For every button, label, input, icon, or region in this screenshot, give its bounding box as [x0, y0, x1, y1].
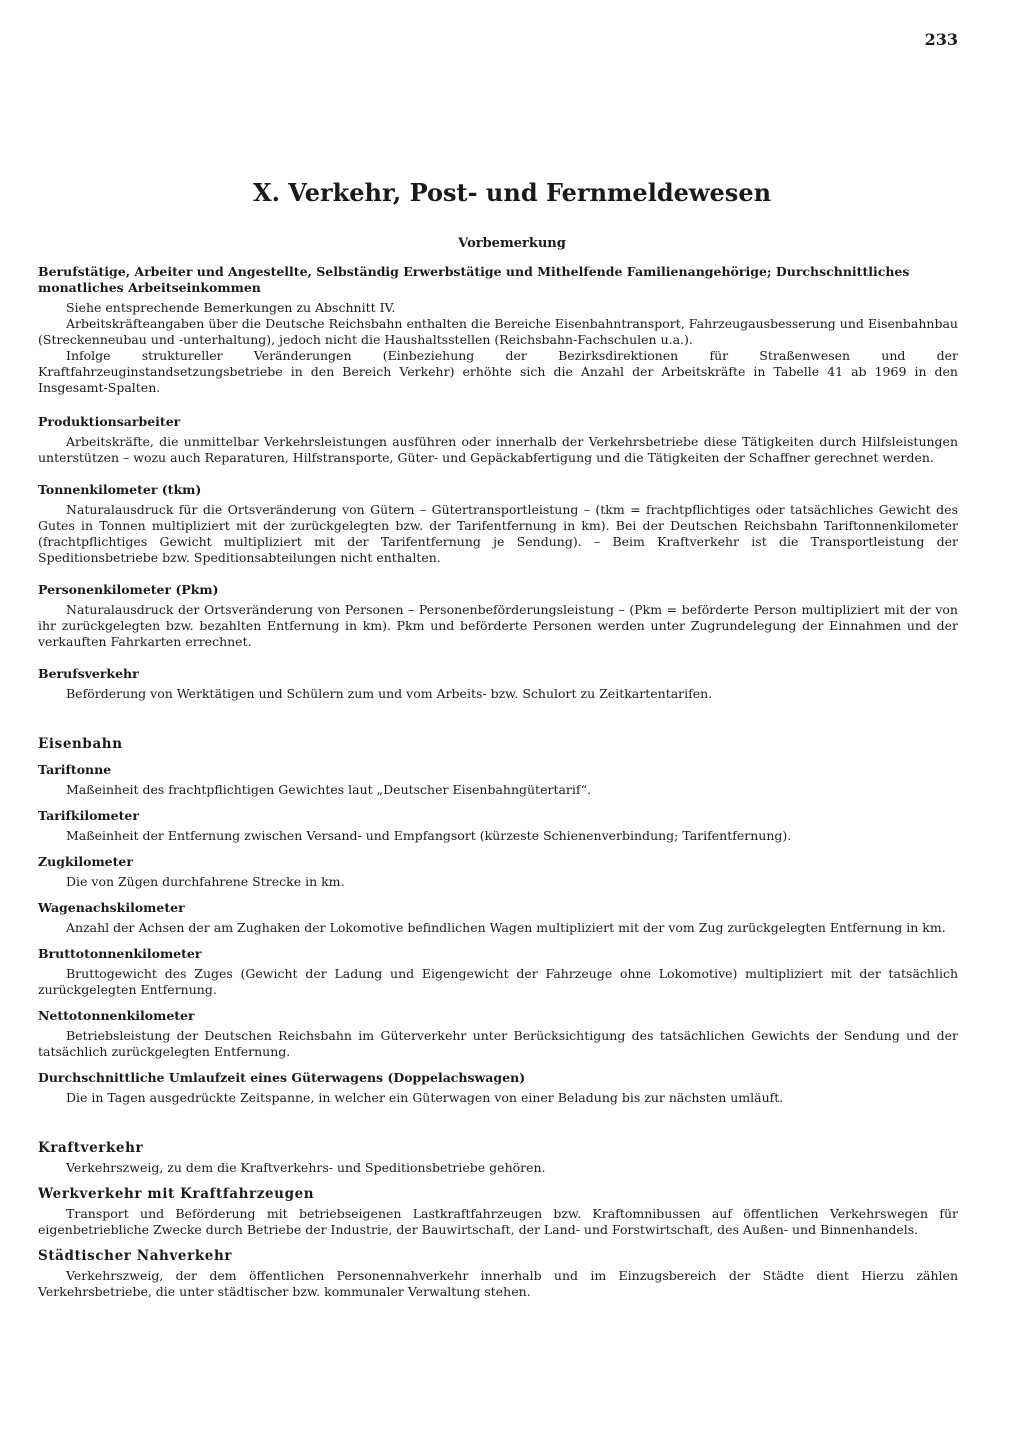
- section-paragraph: Bruttogewicht des Zuges (Gewicht der Ladung und Eigengewicht der Fahrzeuge ohne Lokomotive) multipliziert mit der tatsächlich zurückgelegten Entfernung.: [38, 966, 958, 997]
- section-paragraph: Anzahl der Achsen der am Zughaken der Lokomotive befindlichen Wagen multipliziert mit der vom Zug zurückgelegten Entfernung in km.: [66, 920, 946, 935]
- section-paragraph: Naturalausdruck für die Ortsveränderung von Gütern – Gütertransportleistung – (tkm = frachtpflichtiges oder tatsächliches Gewicht des Gutes in Tonnen multipliziert mit der zurückgelegten bzw. der Tarifentfernung in km). Bei der Deutschen Reichsbahn Tariftonnenkilometer (frachtpflichtiges Gewicht multipliziert mit der Tarifentfernung je Sendung). – Beim Kraftverkehr ist die Transportleistung der Speditionsbetriebe bzw. Speditionsabteilungen nicht enthalten.: [38, 502, 958, 565]
- section-tonnenkilometer: [38, 482, 958, 566]
- section-paragraph: Verkehrszweig, zu dem die Kraftverkehrs- und Speditionsbetriebe gehören.: [66, 1160, 546, 1175]
- section-heading: Kraftverkehr: [38, 1140, 144, 1156]
- section-paragraph: Beförderung von Werktätigen und Schülern zum und vom Arbeits- bzw. Schulort zu Zeitkartentarifen.: [66, 686, 713, 701]
- section-umlaufzeit: [38, 1070, 958, 1106]
- section-heading: Bruttotonnenkilometer: [38, 946, 202, 961]
- section-paragraph: Die von Zügen durchfahrene Strecke in km.: [66, 874, 345, 889]
- page-number: 233: [924, 30, 958, 49]
- section-paragraph: Infolge struktureller Veränderungen (Einbeziehung der Bezirksdirektionen für Straßenwesen und der Kraftfahrzeuginstandsetzungsbetriebe in den Bereich Verkehr) erhöhte sich die Anzahl der Arbeitskräfte in Tabelle 41 ab 1969 in den Insgesamt-Spalten.: [38, 348, 958, 395]
- section-paragraph: Siehe entsprechende Bemerkungen zu Abschnitt IV.: [66, 300, 396, 315]
- section-kraftverkehr: [38, 1140, 958, 1176]
- section-bruttotonnenkilometer: [38, 946, 958, 998]
- section-heading: Tarifkilometer: [38, 808, 139, 823]
- section-paragraph: Maßeinheit der Entfernung zwischen Versand- und Empfangsort (kürzeste Schienenverbindung; Tarifentfernung).: [66, 828, 792, 843]
- section-paragraph: Maßeinheit des frachtpflichtigen Gewichtes laut „Deutscher Eisenbahngütertarif“.: [66, 782, 592, 797]
- section-heading: Personenkilometer (Pkm): [38, 582, 219, 597]
- section-wagenachskilometer: [38, 900, 958, 936]
- section-tariftonne: [38, 762, 958, 798]
- section-personenkilometer: [38, 582, 958, 650]
- section-heading: Tonnenkilometer (tkm): [38, 482, 202, 497]
- section-eisenbahn: [38, 736, 958, 752]
- section-heading: Berufsverkehr: [38, 666, 139, 681]
- section-heading: Eisenbahn: [38, 736, 123, 752]
- section-heading: Wagenachskilometer: [38, 900, 185, 915]
- section-berufstaetige: [38, 264, 958, 396]
- section-nettotonnenkilometer: [38, 1008, 958, 1060]
- section-paragraph: Die in Tagen ausgedrückte Zeitspanne, in welcher ein Güterwagen von einer Beladung bis zur nächsten umläuft.: [66, 1090, 784, 1105]
- section-paragraph: Betriebsleistung der Deutschen Reichsbahn im Güterverkehr unter Berücksichtigung des tatsächlichen Gewichts der Sendung und der tatsächlich zurückgelegten Entfernung.: [38, 1028, 958, 1059]
- section-produktionsarbeiter: [38, 414, 958, 466]
- section-paragraph: Arbeitskräfte, die unmittelbar Verkehrsleistungen ausführen oder innerhalb der Verkehrsbetriebe diese Tätigkeiten durch Hilfsleistungen unterstützen – wozu auch Reparaturen, Hilfstransporte, Güter- und Gepäckabfertigung und die Tätigkeiten der Schaffner gerechnet werden.: [38, 434, 958, 465]
- section-staedtischer-nahverkehr: [38, 1248, 958, 1300]
- section-zugkilometer: [38, 854, 958, 890]
- section-heading: Werkverkehr mit Kraftfahrzeugen: [38, 1186, 315, 1202]
- section-heading: Städtischer Nahverkehr: [38, 1248, 233, 1264]
- page-title: X. Verkehr, Post- und Fernmeldewesen: [252, 178, 772, 207]
- section-heading: Produktionsarbeiter: [38, 414, 181, 429]
- section-heading: Zugkilometer: [38, 854, 133, 869]
- section-werkverkehr: [38, 1186, 958, 1238]
- document-body: [38, 264, 958, 1300]
- section-heading: Nettotonnenkilometer: [38, 1008, 195, 1023]
- section-paragraph: Verkehrszweig, der dem öffentlichen Personennahverkehr innerhalb und im Einzugsbereich der Städte dient Hierzu zählen Verkehrsbetriebe, die unter städtischer bzw. kommunaler Verwaltung stehen.: [38, 1268, 958, 1299]
- section-paragraph: Naturalausdruck der Ortsveränderung von Personen – Personenbeförderungsleistung – (Pkm = beförderte Person multipliziert mit der von ihr zurückgelegten bzw. bezahlten Entfernung in km). Pkm und beförderte Personen werden unter Zugrundelegung der Einnahmen und der verkauften Fahrkarten errechnet.: [38, 602, 958, 649]
- section-heading: Berufstätige, Arbeiter und Angestellte, Selbständig Erwerbstätige und Mithelfende Familienangehörige; Durchschnittliches monatliches Arbeitseinkommen: [38, 264, 910, 295]
- page-subtitle: Vorbemerkung: [458, 236, 566, 251]
- section-paragraph: Arbeitskräfteangaben über die Deutsche Reichsbahn enthalten die Bereiche Eisenbahntransport, Fahrzeugausbesserung und Eisenbahnbau (Streckenneubau und -unterhaltung), jedoch nicht die Haushaltsstellen (Reichsbahn-Fachschulen u.a.).: [38, 316, 958, 347]
- section-paragraph: Transport und Beförderung mit betriebseigenen Lastkraftfahrzeugen bzw. Kraftomnibussen auf öffentlichen Verkehrswegen für eigenbetriebliche Zwecke durch Betriebe der Industrie, der Bauwirtschaft, der Land- und Forstwirtschaft, des Außen- und Binnenhandels.: [38, 1206, 958, 1237]
- section-berufsverkehr: [38, 666, 958, 702]
- section-heading: Durchschnittliche Umlaufzeit eines Güterwagens (Doppelachswagen): [38, 1070, 526, 1085]
- section-heading: Tariftonne: [38, 762, 112, 777]
- section-tarifkilometer: [38, 808, 958, 844]
